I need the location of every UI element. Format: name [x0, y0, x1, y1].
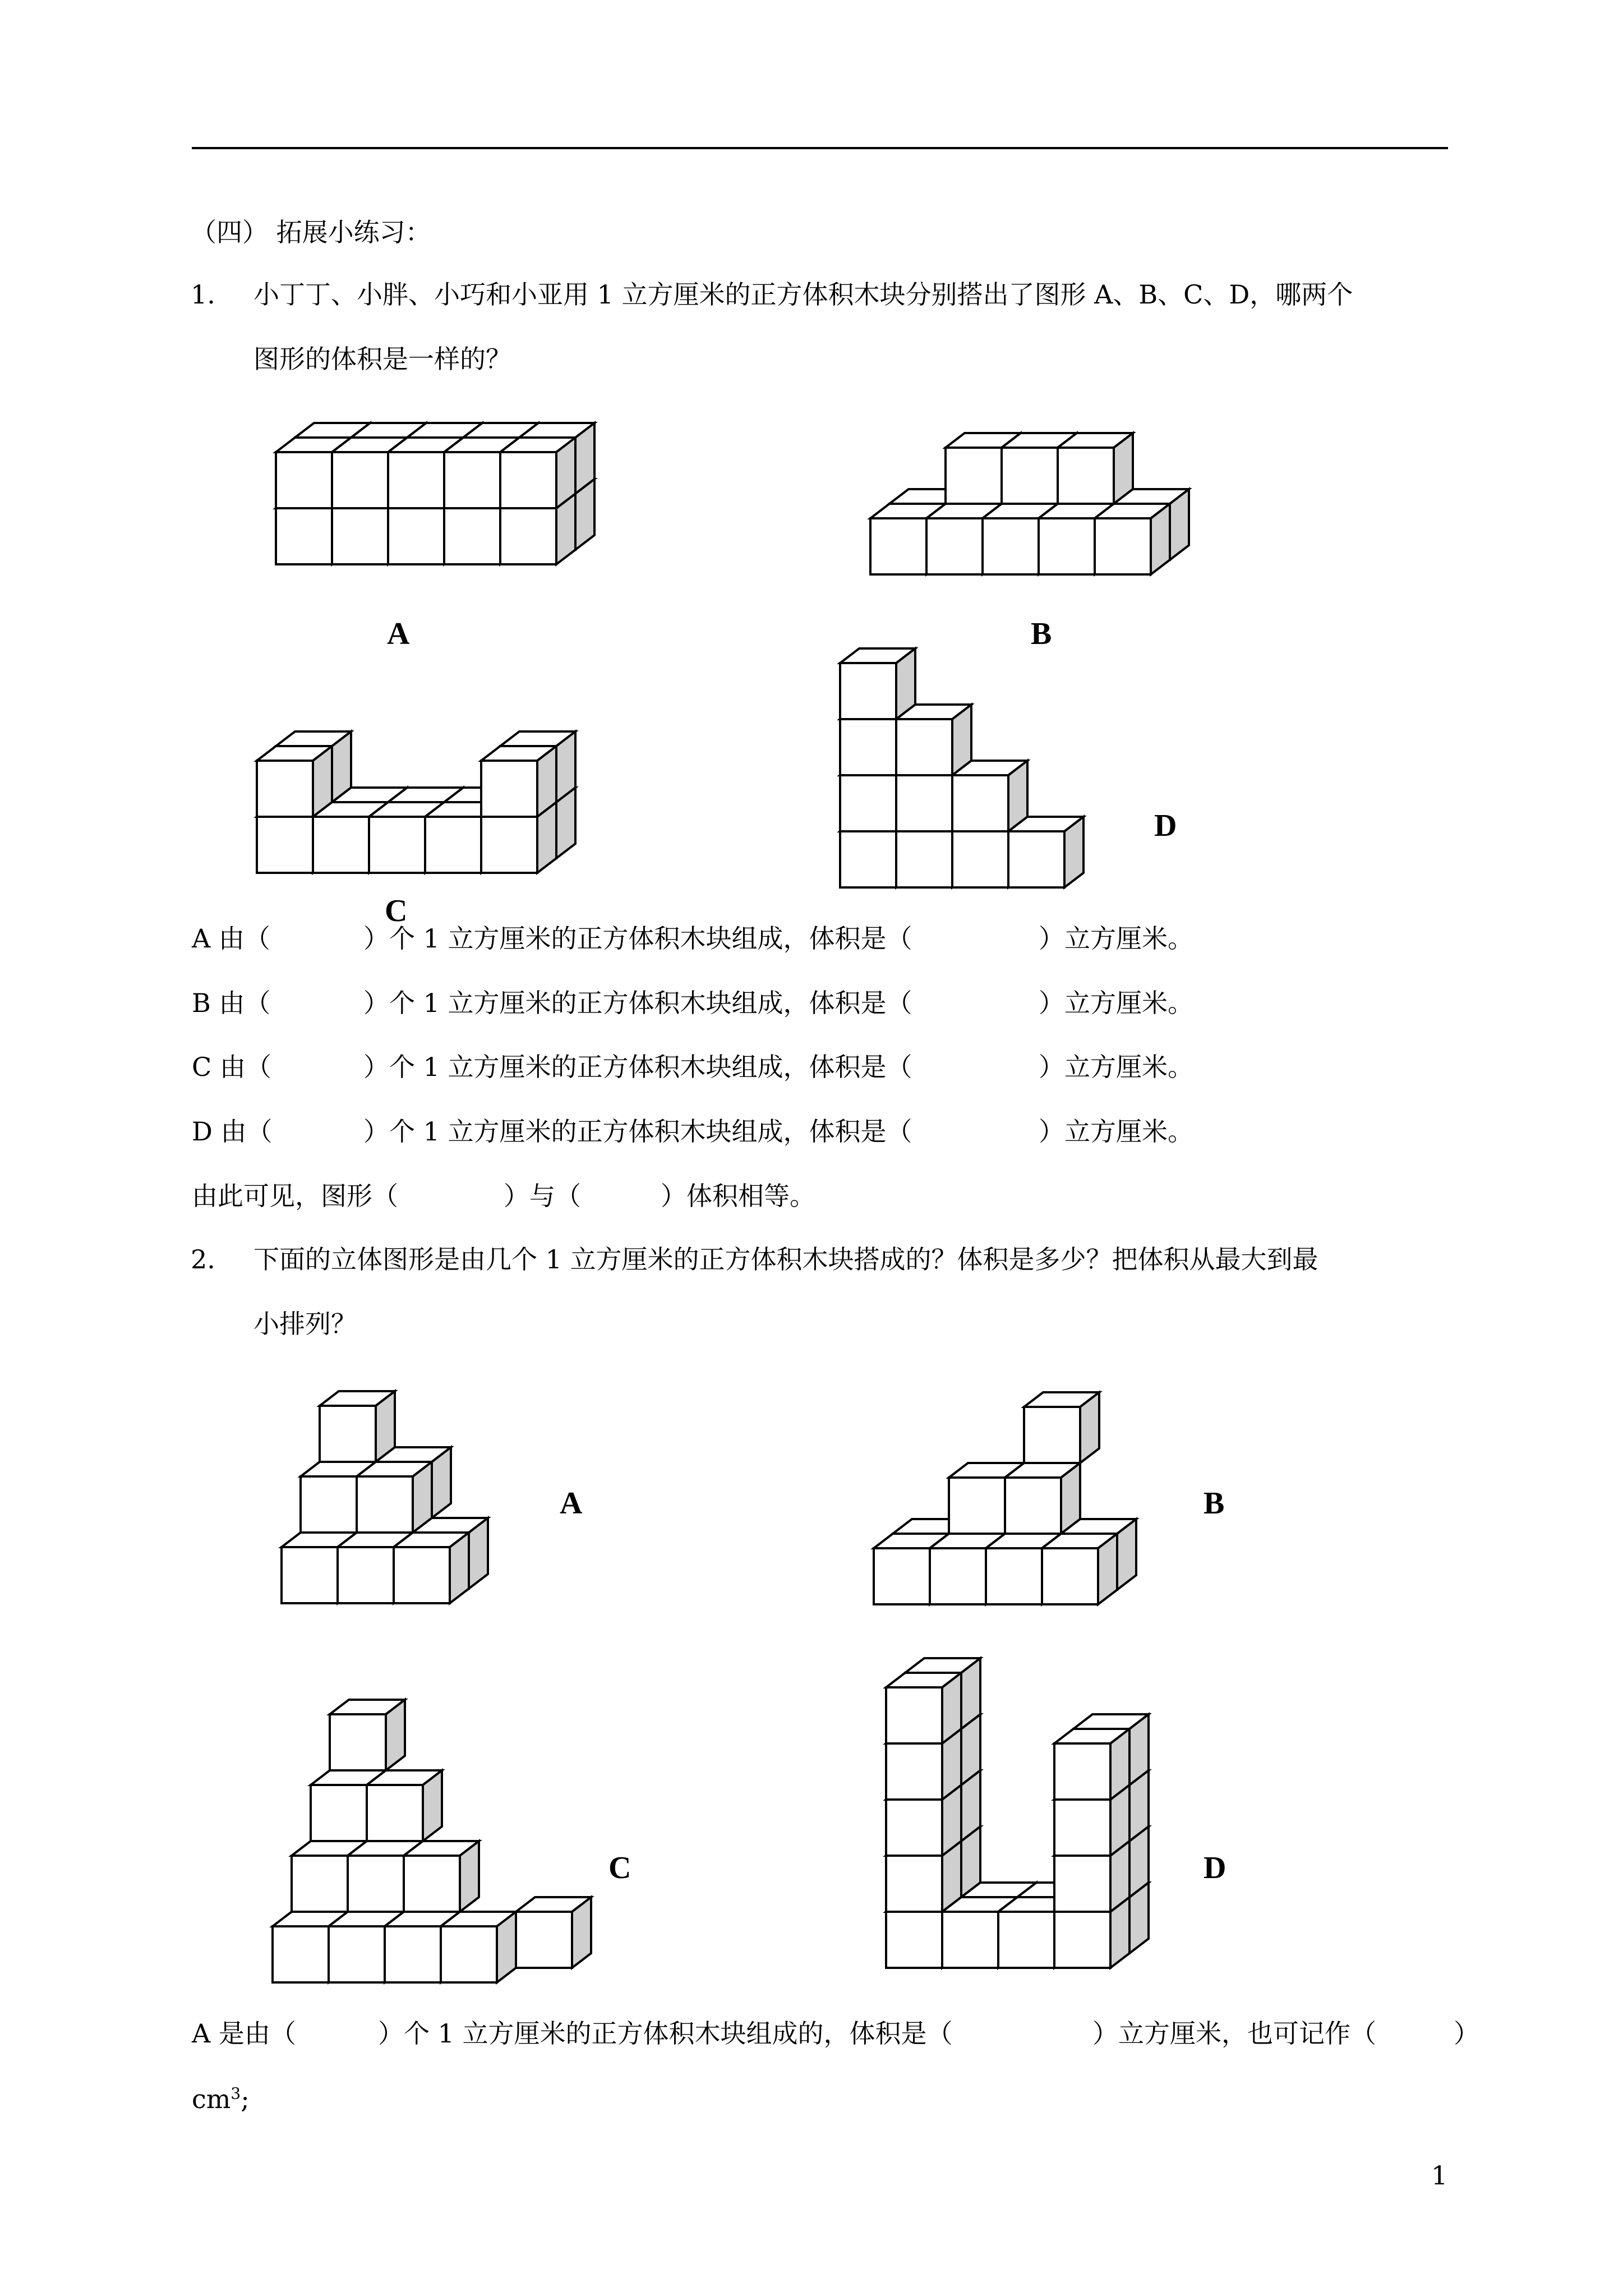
q2-unit: $cm^3$;	[192, 2084, 250, 2114]
q2-number: 2.	[191, 1244, 215, 1274]
q2-figure-b	[874, 1392, 1136, 1604]
cube	[1054, 1729, 1129, 1800]
cube	[394, 1533, 469, 1603]
page-number: 1	[1431, 2160, 1448, 2191]
q1-number: 1.	[191, 279, 215, 310]
cube	[886, 1673, 961, 1743]
q1-figure-b	[870, 433, 1189, 574]
cube	[840, 648, 915, 719]
section-title: （四） 拓展小练习：	[191, 217, 431, 247]
cube	[357, 1462, 432, 1533]
q2-figure-c	[273, 1700, 591, 1982]
q2-label-c: C	[608, 1851, 631, 1885]
q2-label-a: A	[560, 1486, 583, 1521]
cube	[1058, 433, 1133, 504]
cube	[516, 1897, 591, 1968]
q2-text-line1: 下面的立体图形是由几个 1 立方厘米的正方体积木块搭成的？体积是多少？把体积从最大到最	[253, 1244, 1318, 1274]
q2-figure-a	[282, 1391, 488, 1603]
cube	[1008, 817, 1083, 887]
q1-text-line2: 图形的体积是一样的？	[253, 344, 511, 374]
q1-label-b: B	[1031, 616, 1052, 651]
cube	[896, 705, 971, 775]
q1-figure-a	[276, 423, 594, 564]
cube	[1005, 1463, 1080, 1534]
cube	[952, 761, 1027, 831]
q1-figure-c	[257, 731, 575, 873]
q1-figure-d	[840, 648, 1083, 887]
cube	[257, 746, 332, 817]
cube	[500, 438, 575, 508]
q1-label-c: C	[385, 894, 408, 928]
cube	[320, 1391, 395, 1462]
cube	[330, 1700, 405, 1770]
q2-figure-d	[886, 1658, 1149, 1968]
cube	[1024, 1392, 1099, 1463]
cube	[1095, 504, 1170, 574]
q1-label-a: A	[387, 616, 410, 651]
q2-text-line2: 小排列？	[253, 1309, 357, 1339]
q1-text-line1: 小丁丁、小胖、小巧和小亚用 1 立方厘米的正方体积木块分别搭出了图形 A、B、C、D，哪两个	[253, 279, 1353, 310]
q2-label-b: B	[1204, 1486, 1225, 1521]
q2-label-d: D	[1204, 1851, 1227, 1885]
cube	[367, 1770, 442, 1841]
cube	[481, 746, 556, 817]
cube	[1042, 1534, 1117, 1604]
q1-label-d: D	[1154, 808, 1177, 843]
cube	[404, 1841, 479, 1912]
cube	[441, 1912, 516, 1982]
